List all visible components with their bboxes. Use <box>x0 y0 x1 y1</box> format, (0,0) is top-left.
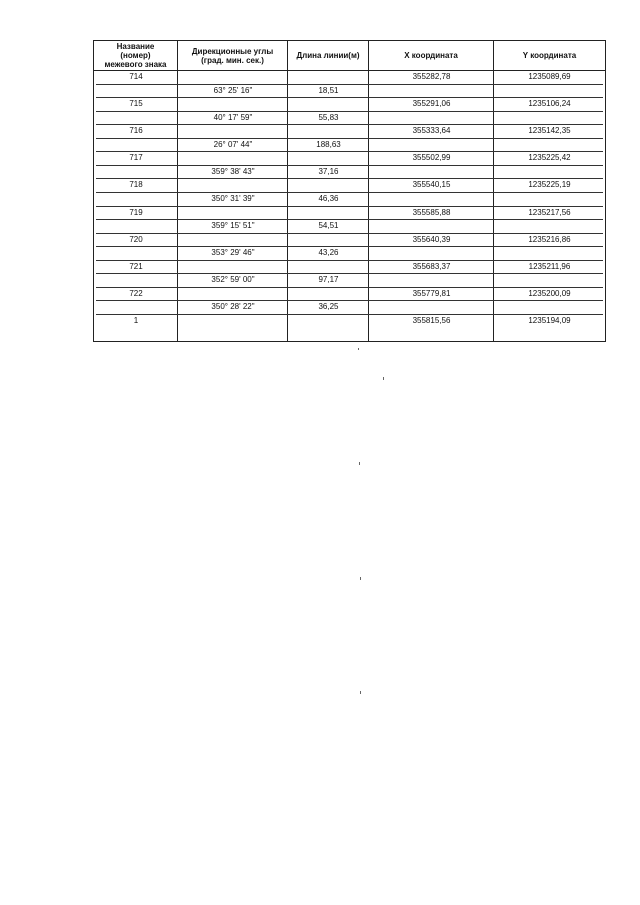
line-length-cell: 55,83 <box>318 113 339 122</box>
table-header-row <box>94 41 605 71</box>
line-length-cell: 54,51 <box>318 221 339 230</box>
x-coordinate-cell: 355540,15 <box>412 180 451 189</box>
header-y-coordinate: Y координата <box>522 51 577 60</box>
direction-angle-cell: 63° 25' 16" <box>213 86 253 95</box>
row-divider <box>96 287 603 288</box>
scan-speck <box>383 377 384 380</box>
header-line-length: Длина линии(м) <box>288 41 369 70</box>
scan-speck <box>360 691 361 694</box>
y-coordinate-cell: 1235089,69 <box>528 72 571 81</box>
x-coordinate-cell: 355502,99 <box>412 153 451 162</box>
row-divider <box>96 314 603 315</box>
y-coordinate-cell: 1235200,09 <box>528 289 571 298</box>
header-direction-angle: Дирекционные углы (град. мин. сек.) <box>178 41 288 70</box>
x-coordinate-cell: 355282,78 <box>412 72 451 81</box>
x-coordinate-cell: 355779,81 <box>412 289 451 298</box>
x-coordinate-cell: 355333,64 <box>412 126 451 135</box>
row-divider <box>96 192 603 193</box>
line-length-cell: 43,26 <box>318 248 339 257</box>
point-name-cell: 716 <box>129 126 143 135</box>
y-coordinate-cell: 1235142,35 <box>528 126 571 135</box>
point-name-cell: 719 <box>129 208 143 217</box>
table-body <box>94 70 605 341</box>
row-divider <box>96 111 603 112</box>
point-name-cell: 717 <box>129 153 143 162</box>
row-divider <box>96 273 603 274</box>
point-name-cell: 722 <box>129 289 143 298</box>
direction-angle-cell: 350° 31' 39" <box>211 194 255 203</box>
row-divider <box>96 233 603 234</box>
row-divider <box>96 84 603 85</box>
direction-angle-cell: 40° 17' 59" <box>213 113 253 122</box>
x-coordinate-cell: 355815,56 <box>412 316 451 325</box>
y-coordinate-cell: 1235216,86 <box>528 235 571 244</box>
y-coordinate-cell: 1235225,19 <box>528 180 571 189</box>
point-name-cell: 721 <box>129 262 143 271</box>
row-divider <box>96 138 603 139</box>
direction-angle-cell: 359° 15' 51" <box>211 221 255 230</box>
header-x-coordinate: X координата <box>369 41 494 70</box>
scan-speck <box>359 462 360 465</box>
x-coordinate-cell: 355585,88 <box>412 208 451 217</box>
point-name-cell: 1 <box>133 316 139 325</box>
y-coordinate-cell: 1235194,09 <box>528 316 571 325</box>
y-coordinate-cell: 1235106,24 <box>528 99 571 108</box>
y-coordinate-cell: 1235225,42 <box>528 153 571 162</box>
x-coordinate-cell: 355683,37 <box>412 262 451 271</box>
row-divider <box>96 260 603 261</box>
direction-angle-cell: 350° 28' 22" <box>211 302 255 311</box>
line-length-cell: 37,16 <box>318 167 339 176</box>
point-name-cell: 720 <box>129 235 143 244</box>
y-coordinate-cell: 1235211,96 <box>528 262 571 271</box>
point-name-cell: 714 <box>129 72 143 81</box>
x-coordinate-cell: 355640,39 <box>412 235 451 244</box>
direction-angle-cell: 359° 38' 43" <box>211 167 255 176</box>
scan-speck <box>360 577 361 580</box>
direction-angle-cell: 353° 29' 46" <box>211 248 255 257</box>
row-divider <box>96 165 603 166</box>
line-length-cell: 46,36 <box>318 194 339 203</box>
row-divider <box>96 178 603 179</box>
point-name-cell: 718 <box>129 180 143 189</box>
row-divider <box>96 151 603 152</box>
scan-speck <box>358 348 359 350</box>
point-name-cell: 715 <box>129 99 143 108</box>
line-length-cell: 36,25 <box>318 302 339 311</box>
line-length-cell: 188,63 <box>316 140 341 149</box>
row-divider <box>96 246 603 247</box>
x-coordinate-cell: 355291,06 <box>412 99 451 108</box>
boundary-coordinates-table <box>93 40 606 342</box>
line-length-cell: 18,51 <box>318 86 339 95</box>
direction-angle-cell: 352° 59' 00" <box>211 275 255 284</box>
header-point-name: Название (номер) межевого знака <box>94 41 178 70</box>
direction-angle-cell: 26° 07' 44" <box>213 140 253 149</box>
row-divider <box>96 97 603 98</box>
line-length-cell: 97,17 <box>318 275 339 284</box>
y-coordinate-cell: 1235217,56 <box>528 208 571 217</box>
row-divider <box>96 206 603 207</box>
row-divider <box>96 300 603 301</box>
row-divider <box>96 219 603 220</box>
row-divider <box>96 124 603 125</box>
